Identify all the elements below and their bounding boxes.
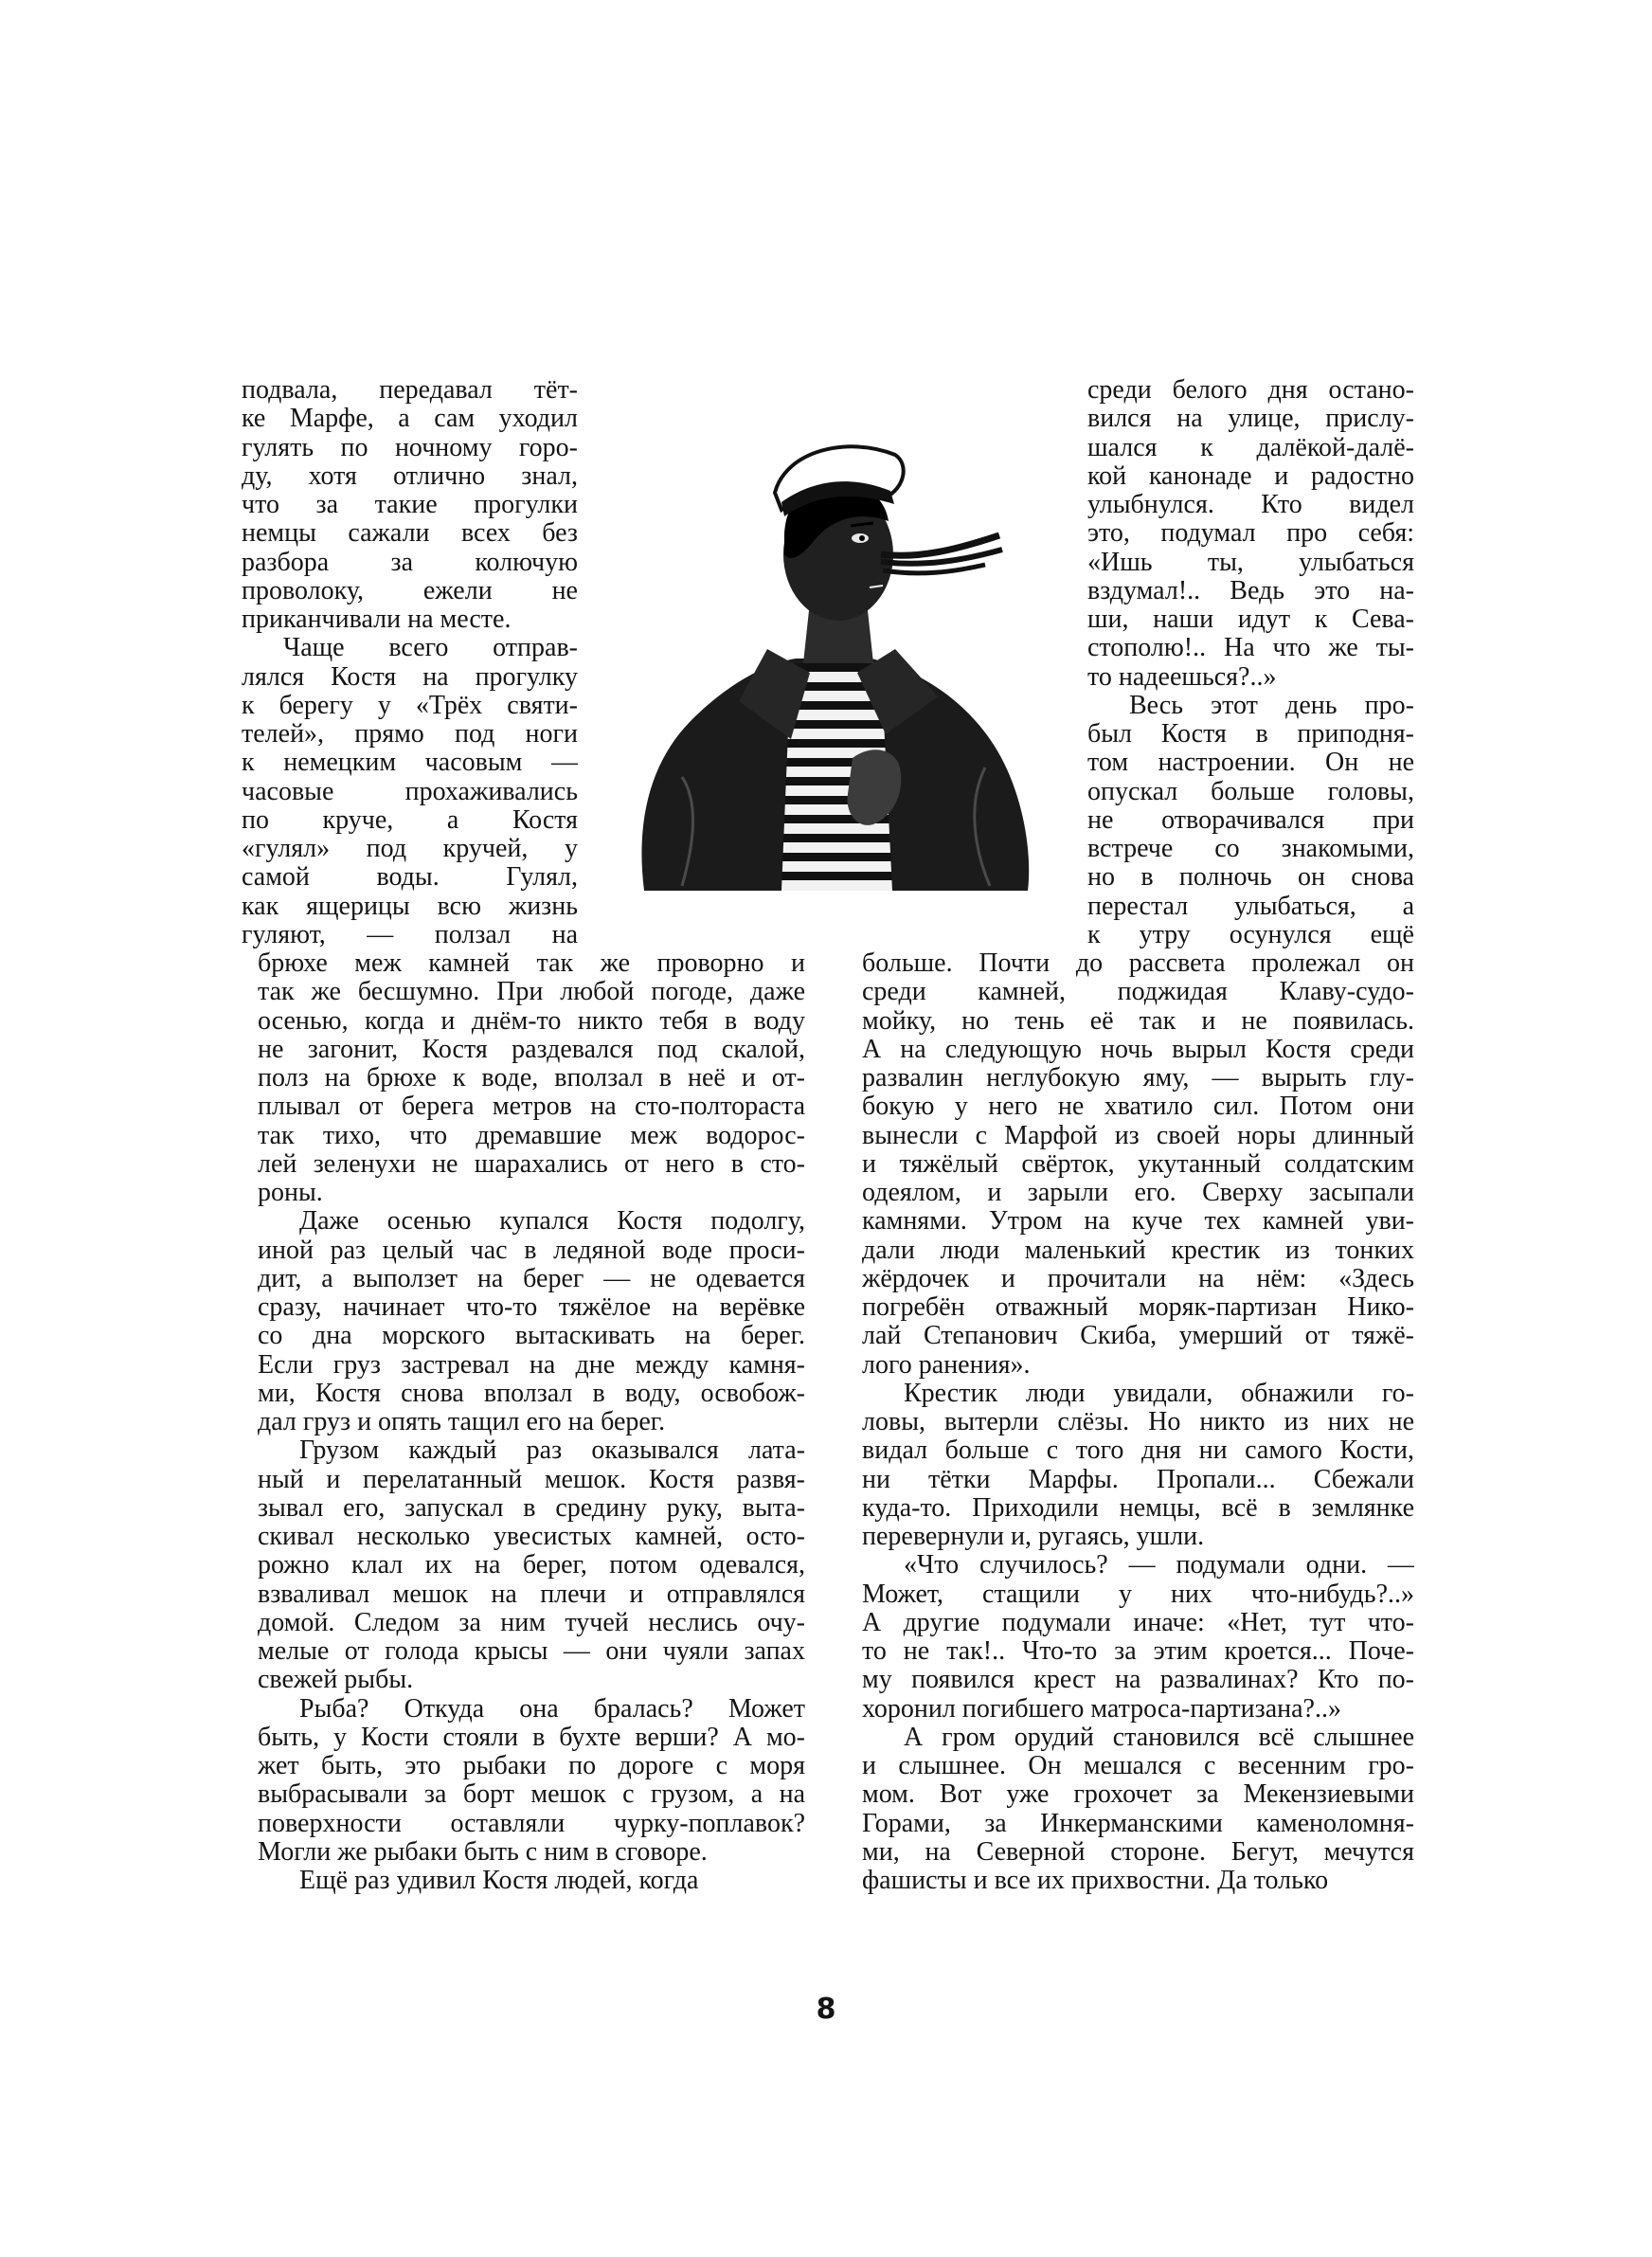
text-line: Могли же рыбаки быть с ним в сговоре. <box>258 1837 708 1867</box>
text-line: полз на брюхе к воде, вползал в неё и от- <box>258 1064 805 1092</box>
text-line: ловы, вытерли слёзы. Но никто из них не <box>862 1408 1414 1436</box>
text-line: иной раз целый час в ледяной воде проси- <box>258 1236 805 1265</box>
text-line: куда-то. Приходили немцы, всё в землянке <box>862 1493 1414 1523</box>
text-line: как ящерицы всю жизнь <box>242 892 578 921</box>
text-line: фашисты и все их прихвостни. Да только <box>862 1867 1329 1895</box>
text-line: Ещё раз удивил Костя людей, когда <box>299 1867 699 1895</box>
text-line: мелые от голода крысы — они чуяли запах <box>258 1637 805 1666</box>
text-line: дали люди маленький крестик из тонких <box>862 1236 1414 1265</box>
text-line: Чаще всего отправ- <box>283 634 578 663</box>
text-line: кой канонаде и радостно <box>1087 461 1414 491</box>
text-line: встрече со знакомыми, <box>1087 835 1414 863</box>
text-line: видал больше с того дня ни самого Кости, <box>862 1436 1414 1466</box>
text-line: опускал больше головы, <box>1087 777 1414 806</box>
text-line: к утру осунулся ещё <box>1087 920 1414 949</box>
text-line: свежей рыбы. <box>258 1666 414 1695</box>
text-line: му появился крест на развалинах? Кто по- <box>862 1666 1414 1695</box>
page-number: 8 <box>816 1993 836 2026</box>
text-line: брюхе меж камней так же проворно и <box>258 949 805 978</box>
text-line: то надеешься?..» <box>1087 662 1277 692</box>
text-line: перевернули и, ругаясь, ушли. <box>862 1523 1205 1551</box>
text-line: быть, у Кости стояли в бухте верши? А мо- <box>258 1723 805 1752</box>
text-line: мойку, но тень её так и не появилась. <box>862 1006 1414 1036</box>
text-line: самой воды. Гулял, <box>242 863 578 893</box>
text-line: ши, наши идут к Сева- <box>1087 605 1414 634</box>
text-line: к берегу у «Трёх святи- <box>242 691 578 720</box>
text-line: дит, а выползет на берег — не одевается <box>258 1264 805 1293</box>
text-line: осенью, когда и днём-то никто тебя в воду <box>258 1006 805 1036</box>
text-line: А на следующую ночь вырыл Костя среди <box>862 1035 1414 1064</box>
text-line: ке Марфе, а сам уходил <box>242 405 578 434</box>
text-line: гулять по ночному горо- <box>242 433 578 462</box>
text-line: «Что случилось? — подумали одни. — <box>904 1551 1414 1580</box>
text-line: то не так!.. Что-то за этим кроется... Поче- <box>862 1637 1414 1666</box>
text-line: немцы сажали всех без <box>242 519 578 549</box>
text-line: вздумал!.. Ведь это на- <box>1087 576 1414 605</box>
text-line: роны. <box>258 1179 323 1207</box>
text-line: дал груз и опять тащил его на берег. <box>258 1408 666 1436</box>
text-line: Горами, за Инкерманскими каменоломня- <box>862 1809 1414 1838</box>
text-line: Грузом каждый раз оказывался лата- <box>299 1436 805 1466</box>
text-line: мом. Вот уже грохочет за Мекензиевыми <box>862 1780 1414 1810</box>
text-line: подвала, передавал тёт- <box>242 376 578 405</box>
text-line: плывал от берега метров на сто-полтораста <box>258 1092 805 1122</box>
text-line: бокую у него не хватило сил. Потом они <box>862 1092 1414 1122</box>
text-line: по круче, а Костя <box>242 805 578 835</box>
text-line: жет быть, это рыбаки по дороге с моря <box>258 1752 805 1780</box>
text-line: домой. Следом за ним тучей неслись очу- <box>258 1608 805 1637</box>
text-line: и слышнее. Он мешался с весенним гро- <box>862 1752 1414 1780</box>
text-line: скивал несколько увесистых камней, осто- <box>258 1523 805 1551</box>
text-line: А гром орудий становился всё слышнее <box>904 1723 1414 1752</box>
text-line: одеялом, и зарыли его. Сверху засыпали <box>862 1179 1414 1207</box>
text-line: был Костя в приподня- <box>1087 720 1414 749</box>
text-line: «Ишь ты, улыбаться <box>1087 548 1414 577</box>
text-line: больше. Почти до рассвета пролежал он <box>862 949 1414 978</box>
text-line: но в полночь он снова <box>1087 863 1414 893</box>
text-line: что за такие прогулки <box>242 491 578 519</box>
text-line: сразу, начинает что-то тяжёлое на верёвке <box>258 1293 805 1322</box>
text-line: Даже осенью купался Костя подолгу, <box>299 1207 805 1237</box>
text-line: разбора за колючую <box>242 548 578 577</box>
text-line: лей зеленухи не шарахались от него в сто- <box>258 1149 805 1179</box>
text-line: рожно клал их на берег, потом одевался, <box>258 1551 805 1580</box>
text-line: так тихо, что дремавшие меж водорос- <box>258 1121 805 1150</box>
text-line: ми, Костя снова вползал в воду, освобож- <box>258 1379 805 1408</box>
text-line: Может, стащили у них что-нибудь?..» <box>862 1580 1414 1609</box>
text-line: лого ранения». <box>862 1350 1031 1380</box>
text-line: со дна морского вытаскивать на берег. <box>258 1322 805 1351</box>
text-line: Весь этот день про- <box>1129 691 1414 720</box>
text-line: ду, хотя отлично знал, <box>242 461 578 491</box>
text-line: к немецким часовым — <box>242 749 578 778</box>
text-line: ный и перелатанный мешок. Костя развя- <box>258 1465 805 1494</box>
text-line: так же бесшумно. При любой погоде, даже <box>258 978 805 1007</box>
text-line: лай Степанович Скиба, умерший от тяжё- <box>862 1322 1414 1351</box>
text-line: лялся Костя на прогулку <box>242 662 578 692</box>
text-line: ми, на Северной стороне. Бегут, мечутся <box>862 1837 1414 1867</box>
text-line: поверхности оставляли чурку-поплавок? <box>258 1809 805 1838</box>
text-line: взваливал мешок на плечи и отправлялся <box>258 1580 805 1609</box>
text-line: приканчивали на месте. <box>242 605 512 634</box>
text-line: вился на улице, прислу- <box>1087 405 1414 434</box>
text-line: проволоку, ежели не <box>242 576 578 605</box>
text-line: камнями. Утром на куче тех камней уви- <box>862 1207 1414 1237</box>
text-line: хоронил погибшего матроса-партизана?..» <box>862 1694 1341 1724</box>
text-line: перестал улыбаться, а <box>1087 892 1414 921</box>
text-line: не отворачивался при <box>1087 805 1414 835</box>
text-line: выбрасывали за борт мешок с грузом, а на <box>258 1780 805 1810</box>
text-line: зывал его, запускал в средину руку, выта- <box>258 1493 805 1523</box>
text-line: том настроении. Он не <box>1087 749 1414 778</box>
text-line: погребён отважный моряк-партизан Нико- <box>862 1293 1414 1322</box>
text-line: Если груз застревал на дне между камня- <box>258 1350 805 1380</box>
text-line: улыбнулся. Кто видел <box>1087 491 1414 519</box>
text-line: среди белого дня остано- <box>1087 376 1414 405</box>
text-line: гуляют, — ползал на <box>242 920 578 949</box>
text-line: Рыба? Откуда она бралась? Может <box>299 1694 805 1724</box>
text-line: ни тётки Марфы. Пропали... Сбежали <box>862 1465 1414 1494</box>
text-line: развалин неглубокую яму, — вырыть глу- <box>862 1064 1414 1092</box>
text-line: вынесли с Марфой из своей норы длинный <box>862 1121 1414 1150</box>
sailor-boy-illustration <box>625 360 1042 910</box>
text-line: Крестик люди увидали, обнажили го- <box>904 1379 1414 1408</box>
text-line: часовые прохаживались <box>242 777 578 806</box>
text-line: телей», прямо под ноги <box>242 720 578 749</box>
text-line: это, подумал про себя: <box>1087 519 1414 549</box>
text-line: и тяжёлый свёрток, укутанный солдатским <box>862 1149 1414 1179</box>
text-line: «гулял» под кручей, у <box>242 835 578 863</box>
text-line: А другие подумали иначе: «Нет, тут что- <box>862 1608 1414 1637</box>
text-line: шался к далёкой-далё- <box>1087 433 1414 462</box>
text-line: среди камней, поджидая Клаву-судо- <box>862 978 1414 1007</box>
text-line: жёрдочек и прочитали на нём: «Здесь <box>862 1264 1414 1293</box>
text-line: не загонит, Костя раздевался под скалой, <box>258 1035 805 1064</box>
text-line: стополю!.. На что же ты- <box>1087 634 1414 663</box>
